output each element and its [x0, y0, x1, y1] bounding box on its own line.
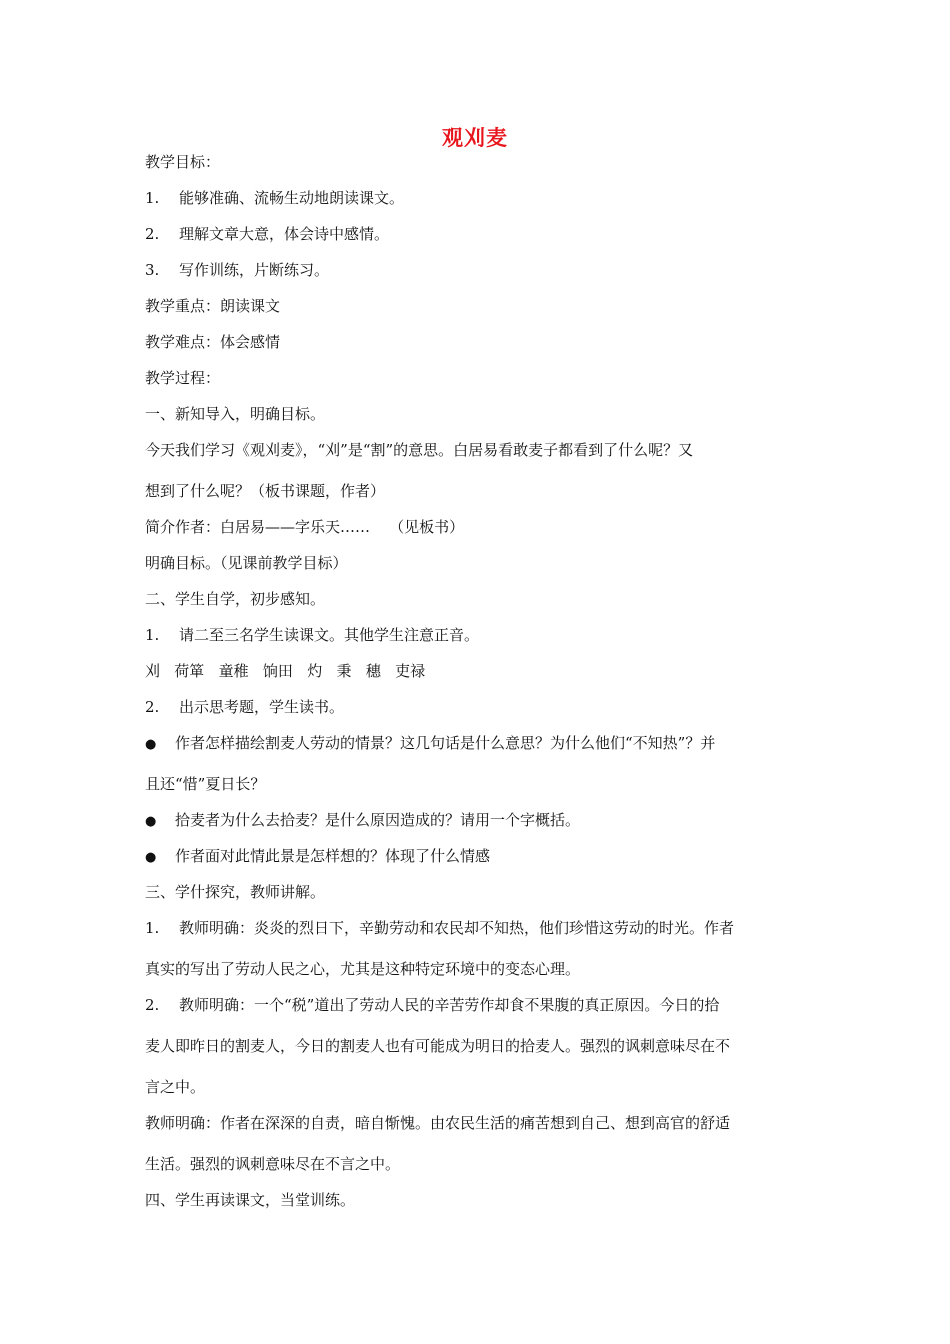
line-text: 想到了什么呢？（板书课题，作者） — [145, 482, 386, 500]
text-line — [145, 152, 815, 172]
line-text: 简介作者：白居易——字乐天…… （见板书） — [145, 518, 465, 536]
text-line — [145, 1190, 815, 1210]
text-line — [145, 697, 815, 717]
list-number: 1. — [145, 189, 160, 207]
line-text: 写作训练，片断练习。 — [179, 261, 330, 279]
line-text: 教学目标： — [145, 153, 221, 171]
text-line — [145, 589, 815, 609]
list-number: 2. — [145, 225, 160, 243]
list-number: 1. — [145, 919, 160, 937]
bullet-icon: ● — [145, 850, 157, 865]
line-text: 能够准确、流畅生动地朗读课文。 — [179, 189, 405, 207]
text-line — [145, 846, 815, 868]
text-line — [145, 296, 815, 316]
line-text: 三、学什探究，教师讲解。 — [145, 883, 326, 901]
text-line — [145, 1077, 815, 1097]
bullet-icon: ● — [145, 814, 157, 829]
line-text: 作者怎样描绘割麦人劳动的情景？这几句话是什么意思？为什么他们“不知热”？并 — [175, 734, 716, 752]
line-text: 今天我们学习《观刈麦》，“刈”是“割”的意思。白居易看敢麦子都看到了什么呢？又 — [145, 441, 694, 459]
line-text: 请二至三名学生读课文。其他学生注意正音。 — [179, 626, 480, 644]
text-line — [145, 810, 815, 832]
text-line — [145, 1154, 815, 1174]
line-text: 教师明确：一个“税”道出了劳动人民的辛苦劳作却食不果腹的真正原因。今日的拾 — [179, 996, 720, 1014]
page-title: 观刈麦 — [442, 126, 508, 150]
line-text: 明确目标。（见课前教学目标） — [145, 554, 348, 572]
text-line — [145, 1036, 815, 1056]
text-line — [145, 959, 815, 979]
line-text: 教师明确：作者在深深的自责，暗自惭愧。由农民生活的痛苦想到自己、想到高官的舒适 — [145, 1114, 731, 1132]
list-number: 1. — [145, 626, 160, 644]
line-text: 生活。强烈的讽刺意味尽在不言之中。 — [145, 1155, 401, 1173]
line-text: 教师明确：炎炎的烈日下，辛勤劳动和农民却不知热，他们珍惜这劳动的时光。作者 — [179, 919, 735, 937]
line-text: 拾麦者为什么去拾麦？是什么原因造成的？请用一个字概括。 — [175, 811, 581, 829]
text-line — [145, 661, 815, 681]
list-number: 2. — [145, 996, 160, 1014]
line-text: 理解文章大意，体会诗中感情。 — [179, 225, 390, 243]
text-line — [145, 224, 815, 244]
text-line — [145, 625, 815, 645]
text-line — [145, 918, 815, 938]
line-text: 一、新知导入，明确目标。 — [145, 405, 326, 423]
text-line — [145, 733, 815, 755]
text-line — [145, 774, 815, 794]
text-line — [145, 368, 815, 388]
text-line — [145, 332, 815, 352]
text-line — [145, 995, 815, 1015]
line-text: 言之中。 — [145, 1078, 206, 1096]
line-text: 作者面对此情此景是怎样想的？体现了什么情感 — [175, 847, 491, 865]
list-number: 3. — [145, 261, 160, 279]
line-text: 麦人即昨日的割麦人，今日的割麦人也有可能成为明日的拾麦人。强烈的讽刺意味尽在不 — [145, 1037, 731, 1055]
text-line — [145, 1113, 815, 1133]
line-text: 二、学生自学，初步感知。 — [145, 590, 326, 608]
text-line — [145, 440, 815, 460]
text-line — [145, 882, 815, 902]
bullet-icon: ● — [145, 737, 157, 752]
line-text: 出示思考题，学生读书。 — [179, 698, 345, 716]
line-text: 教学重点：朗读课文 — [145, 297, 281, 315]
text-line — [145, 553, 815, 573]
text-line — [145, 260, 815, 280]
line-text: 教学难点：体会感情 — [145, 333, 281, 351]
line-text: 教学过程： — [145, 369, 221, 387]
text-line — [145, 404, 815, 424]
line-text: 四、学生再读课文，当堂训练。 — [145, 1191, 356, 1209]
line-text: 刈 荷箪 童稚 饷田 灼 秉 穗 吏禄 — [145, 662, 426, 680]
text-line — [145, 188, 815, 208]
line-text: 且还“惜”夏日长？ — [145, 775, 266, 793]
text-line — [145, 481, 815, 501]
text-line — [145, 517, 815, 537]
line-text: 真实的写出了劳动人民之心，尤其是这种特定环境中的变态心理。 — [145, 960, 581, 978]
list-number: 2. — [145, 698, 160, 716]
